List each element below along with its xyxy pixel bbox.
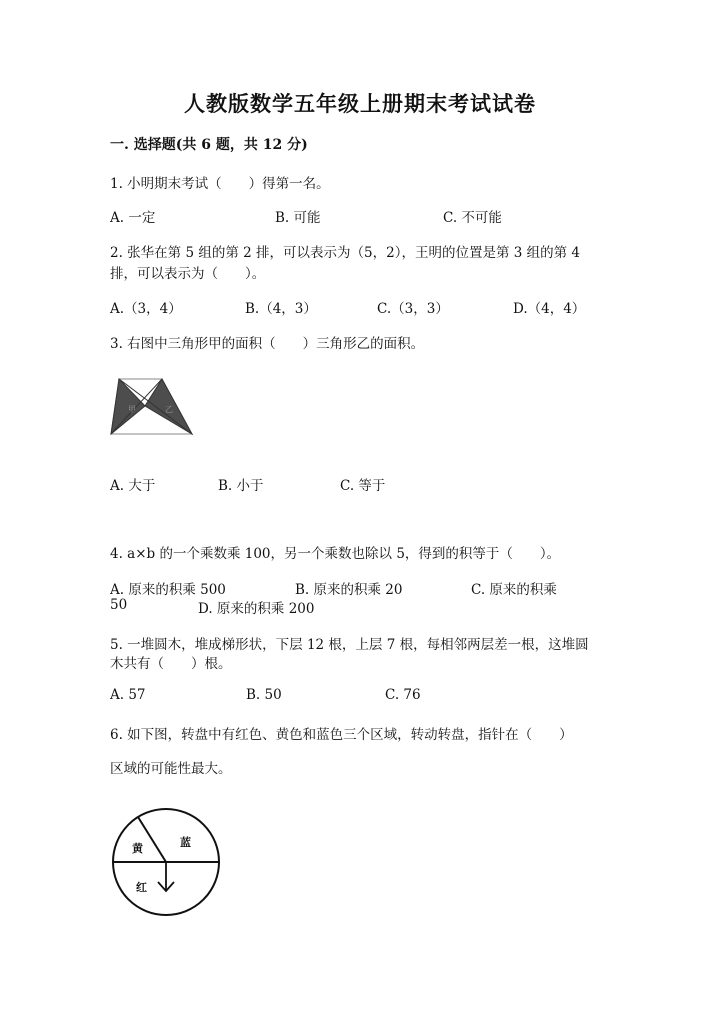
spinner-figure (110, 806, 222, 918)
question-4-option-d: D. 原来的积乘 200 (198, 601, 315, 617)
question-5-option-a: A. 57 (110, 687, 146, 703)
question-5-text-line2: 木共有（ ）根。 (110, 656, 232, 672)
spinner-label-red: 红 (136, 881, 147, 894)
question-5-option-b: B. 50 (246, 687, 282, 703)
question-3-option-b: B. 小于 (218, 478, 264, 494)
question-2-option-d: D.（4，4） (513, 301, 586, 317)
question-1-option-a: A. 一定 (110, 210, 156, 226)
question-5-text-line1: 5. 一堆圆木，堆成梯形状，下层 12 根，上层 7 根，每相邻两层差一根，这堆圆 (110, 637, 589, 653)
question-4-option-c-wrap: 50 (110, 597, 128, 613)
question-3-option-c: C. 等于 (340, 478, 386, 494)
question-1-option-c: C. 不可能 (443, 210, 502, 226)
question-4-option-a: A. 原来的积乘 500 (110, 582, 226, 598)
spinner-label-yellow: 黄 (132, 842, 143, 855)
question-3-text: 3. 右图中三角形甲的面积（ ）三角形乙的面积。 (110, 336, 425, 352)
triangles-figure-drawing (111, 379, 192, 434)
question-1-option-b: B. 可能 (275, 210, 321, 226)
question-2-text-line1: 2. 张华在第 5 组的第 2 排，可以表示为（5，2），王明的位置是第 3 组的第 4 (110, 245, 580, 261)
triangle-label-yi: 乙 (165, 405, 173, 414)
question-1-text: 1. 小明期末考试（ ）得第一名。 (110, 176, 330, 192)
page-title: 人教版数学五年级上册期末考试试卷 (184, 91, 536, 116)
question-6-text-line2: 区域的可能性最大。 (110, 761, 232, 777)
triangle-label-jia: 甲 (128, 405, 136, 414)
question-4-option-c: C. 原来的积乘 (471, 582, 557, 598)
question-4-text: 4. a×b 的一个乘数乘 100，另一个乘数也除以 5，得到的积等于（ ）。 (110, 546, 561, 562)
question-2-option-a: A.（3，4） (110, 301, 182, 317)
question-6-text-line1: 6. 如下图，转盘中有红色、黄色和蓝色三个区域，转动转盘，指针在（ ） (110, 727, 573, 743)
question-3-option-a: A. 大于 (110, 478, 156, 494)
question-4-option-b: B. 原来的积乘 20 (295, 582, 403, 598)
spinner-drawing (113, 809, 219, 915)
section-heading: 一. 选择题(共 6 题，共 12 分) (110, 137, 308, 153)
question-2-option-c: C.（3，3） (377, 301, 449, 317)
triangles-figure (108, 376, 198, 438)
spinner-label-blue: 蓝 (180, 836, 191, 849)
question-2-text-line2: 排，可以表示为（ ）。 (110, 266, 266, 282)
question-2-option-b: B.（4，3） (245, 301, 317, 317)
question-5-option-c: C. 76 (385, 687, 421, 703)
